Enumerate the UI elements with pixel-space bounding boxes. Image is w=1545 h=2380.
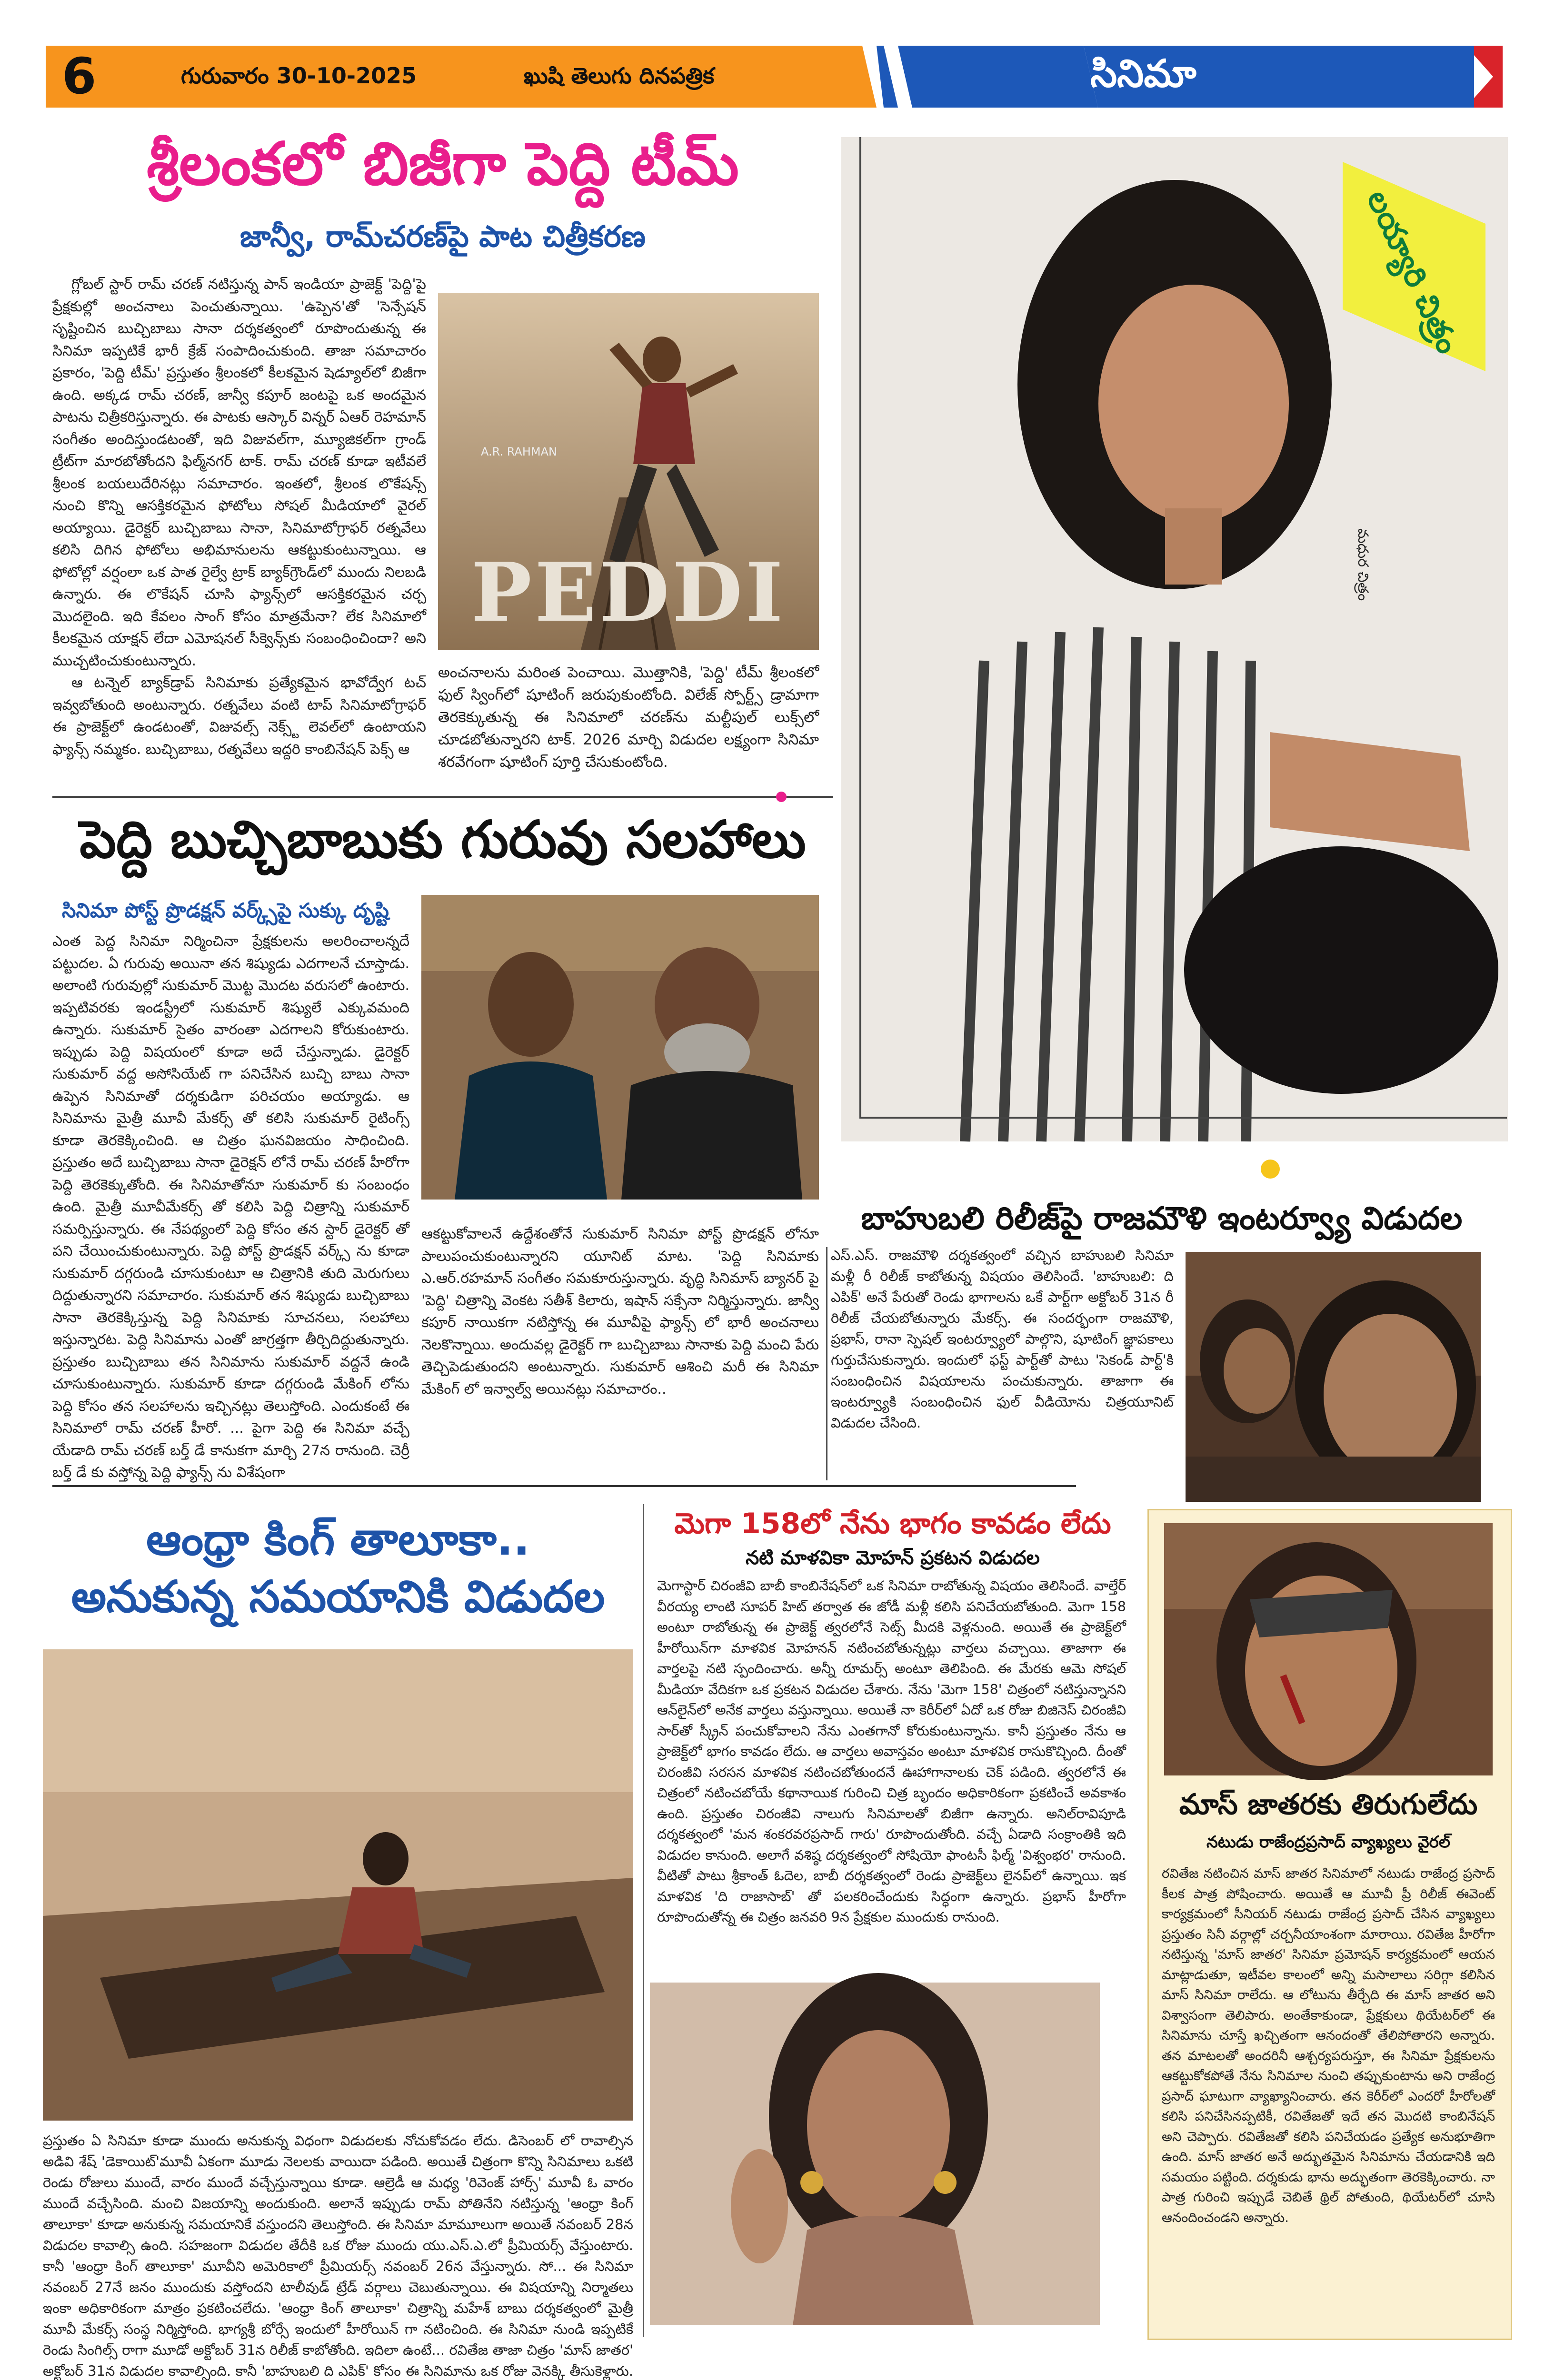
- story6-illustration: [1164, 1523, 1493, 1775]
- story1-caption: అంచనాలను మరింత పెంచాయి. మొత్తానికి, 'పెద్ది' టీమ్ శ్రీలంకలో ఫుల్ స్వింగ్‌లో షూటింగ్ జరుపుకుంటోంది. విలేజ్ స్పోర్ట్స్ డ్రామాగా తెరకెక్కుతున్న ఈ సినిమాలో చరణ్‌ను మల్టీపుల్ లుక్స్‌లో చూడబోతున్నారని టాక్. 2026 మార్చి విడుదల లక్ష్యంగా సినిమా శరవేగంగా షూటింగ్ పూర్తి చేసుకుంటోంది.: [438, 664, 819, 771]
- story2-body: ఎంత పెద్ద సినిమా నిర్మించినా ప్రేక్షకులను అలరించాలన్నదే పట్టుదల. ఏ గురువు అయినా తన శిష్యుడు ఎదగాలనే చూస్తాడు. అలాంటి గురువుల్లో సుకుమార్ మొట్ట మొదట వరుసలో ఉంటారు. ఇప్పటివరకు ఇండస్ట్రీలో సుకుమార్ శిష్యులే ఎక్కువమంది ఉన్నారు. సుకుమార్ సైతం వారంతా ఎదగాలని కోరుకుంటారు. ఇప్పుడు పెద్ది విషయంలో కూడా అదే చేస్తున్నాడు. డైరెక్టర్ సుకుమార్ వద్ద అసోసియేట్ గా పనిచేసిన బుచ్చి బాబు సానా ఉప్పెన సినిమాతో దర్శకుడిగా పరిచయం అయ్యాడు. ఆ సినిమాను మైత్రీ మూవీ మేకర్స్ తో కలిసి సుకుమార్ రైటింగ్స్ కూడా తెరకెక్కించింది. ఆ చిత్రం ఘనవిజయం సాధించింది. ప్రస్తుతం అదే బుచ్చిబాబు సానా డైరెక్షన్ లోనే రామ్ చరణ్ హీరోగా పెద్ది తెరకెక్కుతోంది. ఈ సినిమాతోనూ సుకుమార్ కు సంబంధం ఉంది. మైత్రీ మూవీమేకర్స్ తో కలిసి పెద్ది చిత్రాన్ని సుకుమార్ సమర్పిస్తున్నారు. ఈ నేపథ్యంలో పెద్ది కోసం తన స్టార్ డైరెక్టర్ తో పని చేయించుకుంటున్నారు. పెద్ది పోస్ట్ ప్రొడక్షన్ వర్క్స్ ను కూడా సుకుమార్ దగ్గరుండి చూసుకుంటూ ఆ చిత్రానికి తుది మెరుగులు దిద్దుతున్నారని సమాచారం. సుకుమార్ తన శిష్యుడు బుచ్చిబాబు సానా తెరకెక్కిస్తున్న పెద్ది సినిమాకు సూచనలు, సలహాలు ఇస్తున్నారట. పెద్ది సినిమాను ఎంతో జాగ్రత్తగా తీర్చిదిద్దుతున్నారు. ప్రస్తుతం బుచ్చిబాబు తన సినిమాను సుకుమార్ వద్దనే ఉండి చూసుకుంటున్నారు. సుకుమార్ కూడా దగ్గరుండి మేకింగ్ లోను పెద్ది కోసం తన సలహాలను ఇచ్చినట్లు తెలుస్తోంది. ఎందుకంటే ఈ సినిమాలో రామ్ చరణ్ హీరో. ... పైగా పెద్ది ఈ సినిమా వచ్చే యేడాది రామ్ చరణ్ బర్త్ డే కానుకగా మార్చి 27న రానుంది. చెర్రీ బర్త్ డే కు వస్తోన్న పెద్ది ఫ్యాన్స్ ను విశేషంగా: [52, 933, 409, 1481]
- story4-body: ప్రస్తుతం ఏ సినిమా కూడా ముందు అనుకున్న విధంగా విడుదలకు నోచుకోవడం లేదు. డిసెంబర్ లో రావాల్సిన అడివి శేష్ 'డెకాయిట్'మూవీ ఏకంగా మూడు నెలలకు వాయిదా పడింది. అయితే చిత్రంగా కొన్ని సినిమాలు ఒకటి రెండు రోజులు ముందే, వారం ముందే వచ్చేస్తున్నాయి కూడా. ఆల్రెడీ ఆ మధ్య 'రివెంజ్ హార్స్' మూవీ ఓ వారం ముందే వచ్చేసింది. మంచి విజయాన్ని అందుకుంది. అలానే ఇప్పుడు రామ్ పోతినేని నటిస్తున్న 'ఆంధ్రా కింగ్ తాలూకా' కూడా అనుకున్న సమయానికే వస్తుందని తెలుస్తోంది. ఈ సినిమా మామూలుగా అయితే నవంబర్ 28న విడుదల కావాల్సి ఉంది. సహజంగా విడుదల తేదీకి ఒక రోజు ముందు యు.ఎస్.ఎ.లో ప్రీమియర్స్ వేస్తుంటారు. కానీ 'ఆంధ్రా కింగ్ తాలూకా' మూవీని అమెరికాలో ప్రీమియర్స్ నవంబర్ 26న వేస్తున్నారు. సో... ఈ సినిమా నవంబర్ 27నే జనం ముందుకు వస్తోందని టాలీవుడ్ ట్రేడ్ వర్గాలు చెబుతున్నాయి. ఈ విషయాన్ని నిర్మాతలు ఇంకా అధికారికంగా మాత్రం ప్రకటించలేదు. 'ఆంధ్రా కింగ్ తాలూకా' చిత్రాన్ని మహేశ్ బాబు దర్శకత్వంలో మైత్రీ మూవీ మేకర్స్ సంస్థ నిర్మిస్తోంది. భాగ్యశ్రీ బోర్సే ఇందులో హీరోయిన్ గా నటించింది. ఈ సినిమా నుండి ఇప్పటికే రెండు సింగిల్స్ రాగా మూడో అక్టోబర్ 31న రిలీజ్ కాబోతోంది. ఇదిలా ఉంటే... రవితేజ తాజా చిత్రం 'మాస్ జాతర' అక్టోబర్ 31న విడుదల కావాల్సింది. కానీ 'బాహుబలి ది ఎపిక్' కోసం ఈ సినిమాను ఒక రోజు వెనక్కి తీసుకెళ్లారు.: [43, 2132, 633, 2379]
- story5-body: మెగాస్టార్ చిరంజీవి బాబీ కాంబినేషన్‌లో ఒక సినిమా రాబోతున్న విషయం తెలిసిందే. వాల్తేర్ వీరయ్య లాంటి సూపర్ హిట్ తర్వాత ఈ జోడీ మళ్లీ కలిసి పనిచేయబోతుంది. మెగా 158 అంటూ రాబోతున్న ఈ ప్రాజెక్ట్ త్వరలోనే సెట్స్ మీదకి వెళ్లనుంది. అయితే ఈ ప్రాజెక్ట్‌లో హీరోయిన్‌గా మాళవిక మోహనన్ నటించబోతున్నట్లు వార్తలు వచ్చాయి. తాజాగా ఈ వార్తలపై నటి స్పందించారు. అన్నీ రూమర్స్ అంటూ తెలిపింది. ఈ మేరకు ఆమె సోషల్ మీడియా వేదికగా ఒక ప్రకటన విడుదల చేశారు. నేను 'మెగా 158' చిత్రంలో నటిస్తున్నానని ఆన్‌లైన్‌లో అనేక వార్తలు వస్తున్నాయి. అయితే నా కెరీర్‌లో ఏదో ఒక రోజు బిజినెస్ చిరంజీవి సార్‌తో స్క్రీన్ పంచుకోవాలని నేను ఎంతగానో కోరుకుంటున్నాను. కానీ ప్రస్తుతం నేను ఆ ప్రాజెక్ట్‌లో భాగం కావడం లేదు. ఆ వార్తలు అవాస్తవం అంటూ మాళవిక రాసుకొచ్చింది. దీంతో చిరంజీవి సరసన మాళవిక నటించబోతుందనే ఊహాగానాలకు చెక్ పడింది. త్వరలోనే ఈ చిత్రంలో నటించబోయే కథానాయిక గురించి చిత్ర బృందం అధికారికంగా ప్రకటించే అవకాశం ఉంది. ప్రస్తుతం చిరంజీవి నాలుగు సినిమాలతో బిజీగా ఉన్నారు. అనిల్‌రావిపూడి దర్శకత్వంలో 'మన శంకరవరప్రసాద్ గారు' రూపొందుతోంది. వచ్చే ఏడాది సంక్రాంతికి ఇది విడుదల కానుంది. అలాగే వశిష్ఠ దర్శకత్వంలో సోషియో ఫాంటసీ ఫిల్మ్ 'విశ్వంభర' రానుంది. వీటితో పాటు శ్రీకాంత్ ఓదెల, బాబీ దర్శకత్వంలో రెండు ప్రాజెక్ట్‌లు లైనప్‌లో ఉన్నాయి. ఇక మాళవిక 'ది రాజాసాబ్' తో పలకరించేందుకు సిద్ధంగా ఉన్నారు. ప్రభాస్ హీరోగా రూపొందుతోన్న ఈ చిత్రం జనవరి 9న ప్రేక్షకుల ముందుకు రానుంది.: [657, 1578, 1126, 1925]
- column-rule: [826, 1247, 827, 1480]
- feature-frame-left: [859, 137, 861, 1118]
- story3-illustration: [1186, 1252, 1481, 1502]
- story5-subhead: నటి మాళవికా మోహన్ ప్రకటన విడుదల: [746, 1547, 1040, 1569]
- story6-headline: మాస్ జాతరకు తిరుగులేదు: [1179, 1788, 1478, 1821]
- story5-photo: [650, 1983, 1100, 2325]
- story6-body: రవితేజ నటించిన మాస్ జాతర సినిమాలో నటుడు రాజేంద్ర ప్రసాద్ కీలక పాత్ర పోషించారు. అయితే ఆ మూవీ ప్రీ రిలీజ్ ఈవెంట్ కార్యక్రమంలో సీనియర్ నటుడు రాజేంద్ర ప్రసాద్ చేసిన వ్యాఖ్యలు ప్రస్తుతం సినీ వర్గాల్లో చర్చనీయాంశంగా మారాయి. రవితేజ హీరోగా నటిస్తున్న 'మాస్ జాతర' సినిమా ప్రమోషన్ కార్యక్రమంలో ఆయన మాట్లాడుతూ, ఇటీవల కాలంలో అన్ని మసాలాలు సరిగ్గా కలిసిన మాస్ సినిమా రాలేదు. ఆ లోటును తీర్చేది ఈ మాస్ జాతర అని విశ్వాసంగా తెలిపారు. అంతేకాకుండా, ప్రేక్షకులు థియేటర్‌లో ఈ సినిమాను చూస్తే ఖచ్చితంగా ఆనందంతో తేలిపోతారని అన్నారు. తన మాటలతో అందరినీ ఆశ్చర్యపరుస్తూ, ఈ సినిమా ప్రేక్షకులను ఆకట్టుకోకపోతే నేను సినిమాల నుంచి తప్పుకుంటాను అని రాజేంద్ర ప్రసాద్ ఘాటుగా వ్యాఖ్యానించారు. తన కెరీర్‌లో ఎందరో హీరోలతో కలిసి పనిచేసినప్పటికీ, రవితేజతో ఇదే తన మొదటి కాంబినేషన్ అని చెప్పారు. రవితేజతో కలిసి పనిచేయడం ప్రత్యేక అనుభూతిగా ఉంది. మాస్ జాతర అనే అద్భుతమైన సినిమాను చేయడానికి ఇది సమయం పట్టింది. దర్శకుడు భాను అద్భుతంగా తెరకెక్కించారు. నా పాత్ర గురించి ఇప్పుడే చెబితే థ్రిల్ పోతుంది, థియేటర్‌లో చూసి ఆనందించండని అన్నారు.: [1162, 1866, 1495, 2225]
- feature-frame-bottom: [859, 1117, 1507, 1119]
- story1-paragraph: గ్లోబల్ స్టార్ రామ్ చరణ్ నటిస్తున్న పాన్ ఇండియా ప్రాజెక్ట్ 'పెద్ది'పై ప్రేక్షకుల్లో అంచనాలు పెంచుతున్నాయి. 'ఉప్పెన'తో 'సెన్సేషన్ సృష్టించిన బుచ్చిబాబు సానా దర్శకత్వంలో రూపొందుతున్న ఈ సినిమా ఇప్పటికే భారీ క్రేజ్ సంపాదించుకుంది. తాజా సమాచారం ప్రకారం, 'పెద్ది టీమ్' ప్రస్తుతం శ్రీలంకలో కీలకమైన షెడ్యూల్‌లో బిజీగా ఉంది. అక్కడ రామ్ చరణ్, జాన్వీ కపూర్ జంటపై ఒక అందమైన పాటను చిత్రీకరిస్తున్నారు. ఈ పాటకు ఆస్కార్ విన్నర్ ఏఆర్ రెహమాన్ సంగీతం అందిస్తుండటంతో, ఇది విజువల్‌గా, మ్యూజికల్‌గా గ్రాండ్ ట్రీట్‌గా మారబోతోందని ఫిల్మ్‌నగర్ టాక్. రామ్ చరణ్ కూడా ఇటీవలే శ్రీలంక బయలుదేరినట్లు సమాచారం. ఇంతలో, శ్రీలంక లొకేషన్స్ నుంచి కొన్ని ఆసక్తికరమైన ఫోటోలు సోషల్ మీడియాలో వైరల్ అయ్యాయి. డైరెక్టర్ బుచ్చిబాబు సానా, సినిమాటోగ్రాఫర్ రత్నవేలు కలిసి దిగిన ఫోటోలు అభిమానులను ఆకట్టుకుంటున్నాయి. ఆ ఫోటోల్లో వర్షంలా ఒక పాత రైల్వే ట్రాక్ బ్యాక్‌గ్రౌండ్‌లో ముందు నిలబడి ఉన్నారు. ఈ లొకేషన్ చూసి ఫ్యాన్స్‌లో ఆసక్తికరమైన చర్చ మొదలైంది. ఇది కేవలం సాంగ్ కోసం మాత్రమేనా? లేక సినిమాలో కీలకమైన యాక్షన్ లేదా ఎమోషనల్ సీక్వెన్స్‌కు సంబంధించిందా? అని ముచ్చటించుకుంటున్నారు.: [52, 276, 426, 669]
- story3-photo: [1186, 1252, 1481, 1502]
- story2-headline: పెద్ది బుచ్చిబాబుకు గురువు సలహాలు: [80, 810, 806, 870]
- story5-headline: మెగా 158లో నేను భాగం కావడం లేదు: [674, 1507, 1111, 1540]
- ornament-dot: [1261, 1160, 1280, 1179]
- poster-title: PEDDI: [471, 545, 786, 640]
- story3-body: ఎస్.ఎస్. రాజమౌళి దర్శకత్వంలో వచ్చిన బాహుబలి సినిమా మళ్లీ రీ రిలీజ్ కాబోతున్న విషయం తెలిసిందే. 'బాహుబలి: ది ఎపిక్' అనే పేరుతో రెండు భాగాలను ఒకే పార్ట్‌గా అక్టోబర్ 31న రీ రిలీజ్ చేయబోతున్నారు మేకర్స్. ఈ సందర్భంగా రాజమౌళి, ప్రభాస్, రానా స్పెషల్ ఇంటర్వ్యూలో పాల్గొని, షూటింగ్ జ్ఞాపకాలు గుర్తుచేసుకున్నారు. ఇందులో ఫస్ట్ పార్ట్‌తో పాటు 'సెకండ్ పార్ట్'కి సంబంధించిన విషయాలను పంచుకున్నారు. తాజాగా ఈ ఇంటర్వ్యూకి సంబంధించిన ఫుల్ వీడియోను చిత్రయూనిట్ విడుదల చేసింది.: [831, 1247, 1174, 1431]
- section-title: సినిమా: [1090, 51, 1196, 96]
- story1-subhead: జాన్వీ, రామ్‌చరణ్‌పై పాట చిత్రీకరణ: [240, 219, 646, 254]
- story2-caption: ఆకట్టుకోవాలనే ఉద్దేశంతోనే సుకుమార్ సినిమా పోస్ట్ ప్రొడక్షన్ లోనూ పాలుపంచుకుంటున్నారని యూనిట్ మాట. 'పెద్ది సినిమాకు ఎ.ఆర్.రహమాన్ సంగీతం సమకూరుస్తున్నారు. వృద్ధి సినిమాస్ బ్యానర్ పై 'పెద్ది' చిత్రాన్ని వెంకట సతీశ్ కిలారు, ఇషాన్ సక్సేనా నిర్మిస్తున్నారు. జాన్వీ కపూర్ నాయికగా నటిస్తోన్న ఈ మూవీపై ఫ్యాన్స్ లో భారీ అంచనాలు నెలకొన్నాయి. అందువల్ల డైరెక్టర్ గా బుచ్చిబాబు సానాకు పెద్ది మంచి పేరు తెచ్చిపెడుతుందని అంటున్నారు. సుకుమార్ ఆశించి మరీ ఈ సినిమా మేకింగ్ లో ఇన్వాల్వ్ అయినట్లు సమాచారం..: [421, 1226, 819, 1398]
- story4-headline-line2: అనుకున్న సమయానికి విడుదల: [71, 1571, 605, 1622]
- column-rule: [643, 1504, 644, 2337]
- ornament-dot: [776, 792, 787, 802]
- photo-credit: మధుర చిత్రం: [1355, 528, 1371, 601]
- story1-body: [52, 274, 426, 790]
- story4-headline-line1: ఆంధ్రా కింగ్ తాలూకా..: [146, 1514, 530, 1565]
- page-number: 6: [62, 47, 97, 105]
- story2-illustration: [421, 895, 819, 1200]
- poster-credit: A.R. RAHMAN: [481, 445, 557, 458]
- feature-badge-label: లయ్యారి చిత్రం: [1359, 185, 1466, 359]
- story6-subhead: నటుడు రాజేంద్రప్రసాద్ వ్యాఖ్యలు వైరల్: [1206, 1833, 1450, 1852]
- story1-headline: శ్రీలంకలో బిజీగా పెద్ది టీమ్: [147, 130, 739, 198]
- story4-photo: [43, 1649, 633, 2121]
- story6-photo: [1164, 1523, 1493, 1775]
- paper-name: ఖుషి తెలుగు దినపత్రిక: [524, 63, 714, 89]
- story5-illustration: [650, 1983, 1100, 2325]
- date-line: గురువారం 30-10-2025: [181, 63, 417, 89]
- story1-paragraph: ఆ టన్నెల్ బ్యాక్‌డ్రాప్ సినిమాకు ప్రత్యేకమైన భావోద్వేగ టచ్ ఇవ్వబోతుంది అంటున్నారు. రత్నవేలు వంటి టాప్ సినిమాటోగ్రాఫర్ ఈ ప్రాజెక్ట్‌లో ఉండటంతో, విజువల్స్ నెక్స్ట్ లెవల్‌లో ఉంటాయని ఫ్యాన్స్ నమ్మకం. బుచ్చిబాబు, రత్నవేలు ఇద్దరి కాంబినేషన్ పెక్స్ ఆ: [52, 674, 426, 758]
- section-divider-ornament: [52, 796, 833, 798]
- section-divider: [52, 1485, 1076, 1487]
- story2-photo: [421, 895, 819, 1200]
- story3-headline: బాహుబలి రిలీజ్‌పై రాజమౌళి ఇంటర్వ్యూ విడుదల: [861, 1200, 1463, 1237]
- story2-subhead: సినిమా పోస్ట్ ప్రొడక్షన్ వర్క్స్‌పై సుక్కు దృష్టి: [62, 899, 389, 922]
- story4-illustration: [43, 1649, 633, 2121]
